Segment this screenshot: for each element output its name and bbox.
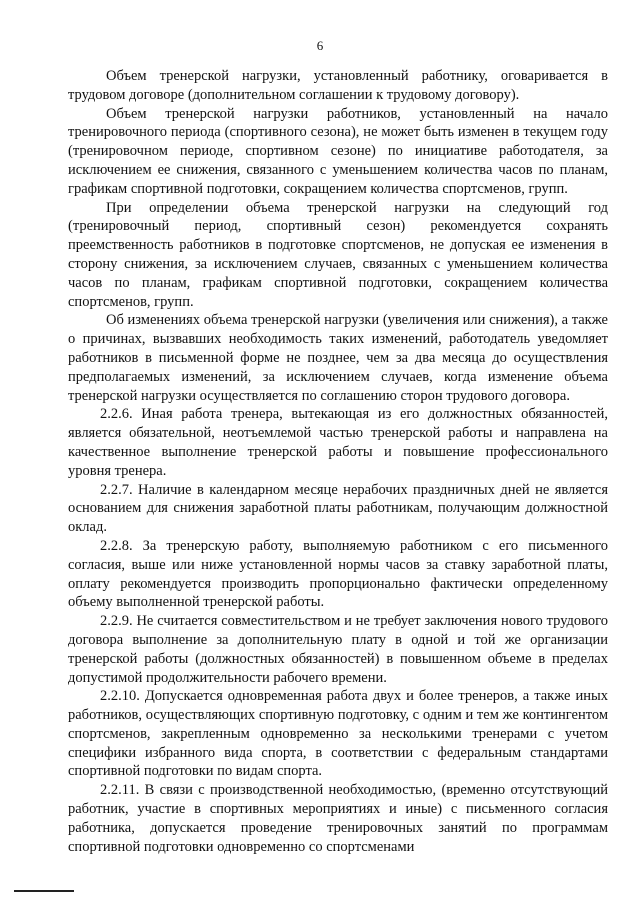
scan-edge-mark xyxy=(14,890,74,892)
paragraph-workload-next-year: При определении объема тренерской нагрузки на следующий год (тренировочный период, спортивный сезон) рекомендуется сохранять преемственность работников в подготовке спортсменов, не допуская ее изменения в сторону снижения, за исключением случаев, связанных с уменьшением количества часов по планам, графикам спортивной подготовки, сокращением количества спортсменов, групп. xyxy=(68,199,608,310)
paragraph-workload-contract: Объем тренерской нагрузки, установленный работнику, оговаривается в трудовом договоре (дополнительном соглашении к трудовому договору). xyxy=(68,68,608,103)
paragraph-2-2-7: 2.2.7. Наличие в календарном месяце нерабочих праздничных дней не является основанием для снижения заработной платы работникам, получающим должностной оклад. xyxy=(68,481,608,536)
paragraph-2-2-9: 2.2.9. Не считается совместительством и не требует заключения нового трудового договора выполнение за дополнительную плату в одной и той же организации тренерской работы (должностных обязанностей) в повышенном объеме в пределах допустимой продолжительности рабочего времени. xyxy=(68,613,608,686)
paragraph-workload-changes: Об изменениях объема тренерской нагрузки (увеличения или снижения), а также о причинах, вызвавших необходимость таких изменений, работодатель уведомляет работников в письменной форме не позднее, чем за два месяца до осуществления предполагаемых изменений, за исключением случаев, когда изменение объема тренерской нагрузки осуществляется по соглашению сторон трудового договора. xyxy=(68,312,608,404)
paragraph-2-2-8: 2.2.8. За тренерскую работу, выполняемую работником с его письменного согласия, выше или ниже установленной нормы часов за ставку заработной платы, оплату рекомендуется производить пропорционально фактически определенному объему выполненной тренерской работы. xyxy=(68,537,608,611)
document-body xyxy=(68,67,608,856)
paragraph-2-2-11: 2.2.11. В связи с производственной необходимостью, (временно отсутствующий работник, участие в спортивных мероприятиях и иные) с письменного согласия работника, допускается проведение тренировочных занятий по программам спортивной подготовки одновременно со спортсменами xyxy=(68,782,608,855)
page-number: 6 xyxy=(316,38,324,53)
paragraph-2-2-10: 2.2.10. Допускается одновременная работа двух и более тренеров, а также иных работников, осуществляющих спортивную подготовку, с одним и тем же контингентом спортсменов, закрепленным одновременно за несколькими тренерами с учетом специфики избранного вида спорта, в соответствии с федеральным стандартами спортивной подготовки по видам спорта. xyxy=(68,688,608,780)
paragraph-2-2-6: 2.2.6. Иная работа тренера, вытекающая из его должностных обязанностей, является обязательной, неотъемлемой частью тренерской работы и направлена на качественное выполнение тренерской работы и повышение профессионального уровня тренера. xyxy=(68,406,608,479)
paragraph-workload-season: Объем тренерской нагрузки работников, установленный на начало тренировочного периода (спортивного сезона), не может быть изменен в текущем году (тренировочном периоде, спортивном сезоне) по инициативе работодателя, за исключением ее снижения, связанного с уменьшением количества часов по планам, графикам спортивной подготовки, сокращением количества спортсменов, групп. xyxy=(68,105,608,197)
